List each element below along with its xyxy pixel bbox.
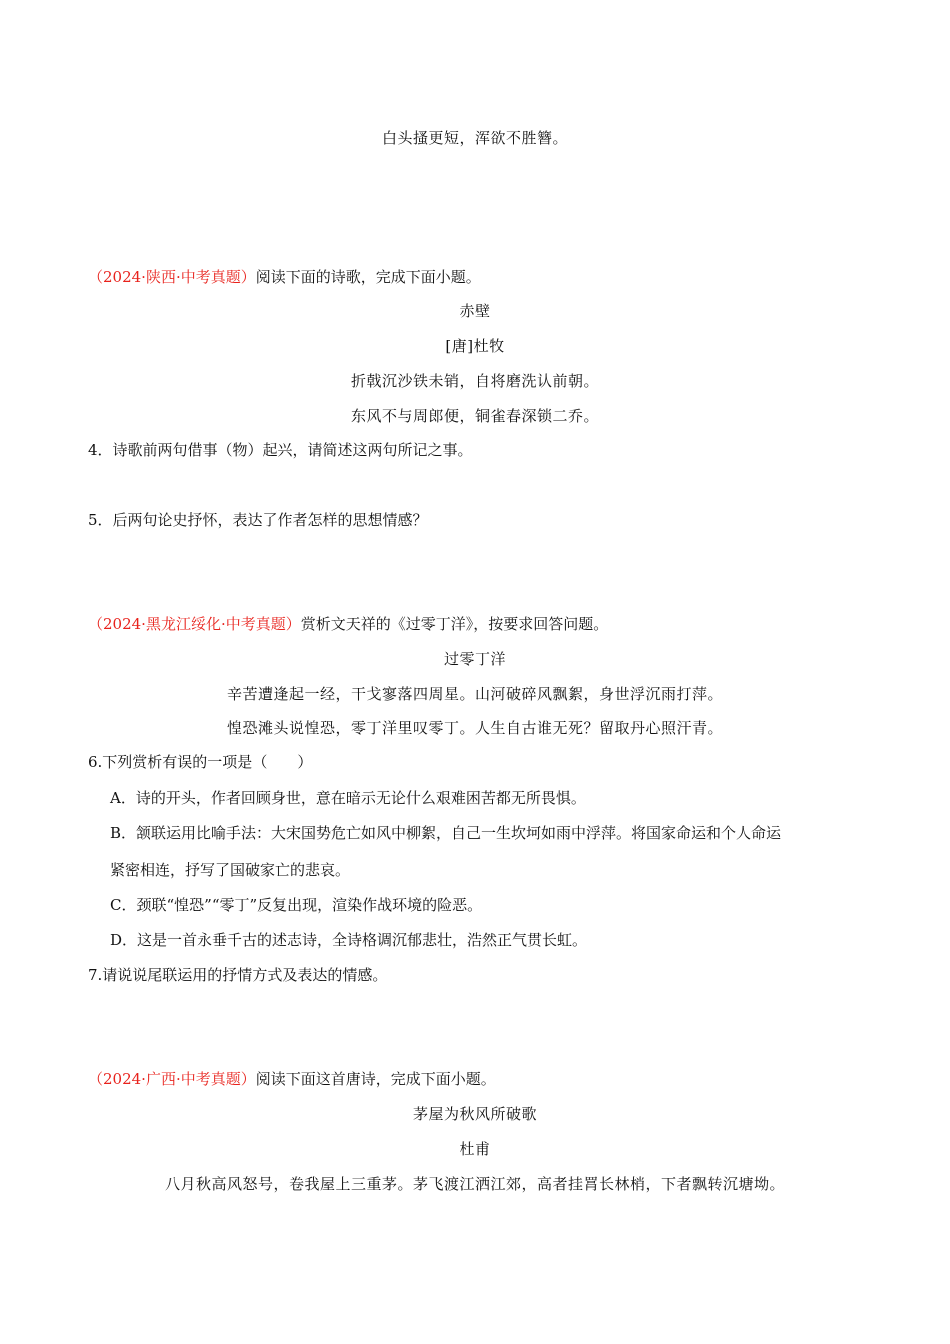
question-4: 4．诗歌前两句借事（物）起兴，请简述这两句所记之事。 [88, 441, 473, 459]
section-1-header [88, 267, 481, 287]
option-c: C．颈联“惶恐”“零丁”反复出现，渲染作战环境的险恶。 [110, 896, 483, 914]
instruction-text: 赏析文天祥的《过零丁洋》，按要求回答问题。 [300, 615, 609, 633]
source-tag: （2024·陕西·中考真题） [88, 268, 256, 286]
poem-line: 折戟沉沙铁未销，自将磨洗认前朝。 [350, 372, 599, 390]
poem-line: 白头搔更短，浑欲不胜簪。 [381, 129, 568, 147]
poem-author: [唐]杜牧 [445, 337, 505, 355]
section-2-header [88, 614, 608, 634]
poem-line: 惶恐滩头说惶恐，零丁洋里叹零丁。人生自古谁无死？留取丹心照汗青。 [226, 719, 723, 737]
poem-line: 东风不与周郎便，铜雀春深锁二乔。 [350, 407, 599, 425]
source-tag: （2024·黑龙江绥化·中考真题） [88, 615, 301, 633]
poem-author: 杜甫 [459, 1140, 491, 1158]
source-tag: （2024·广西·中考真题） [88, 1070, 256, 1088]
option-a: A．诗的开头，作者回顾身世，意在暗示无论什么艰难困苦都无所畏惧。 [110, 789, 586, 807]
question-7: 7.请说说尾联运用的抒情方式及表达的情感。 [88, 966, 388, 984]
section-3-header [88, 1069, 496, 1089]
option-b-continued: 紧密相连，抒写了国破家亡的悲哀。 [110, 861, 351, 879]
poem-title: 茅屋为秋风所破歌 [412, 1105, 537, 1123]
option-d: D．这是一首永垂千古的述志诗，全诗格调沉郁悲壮，浩然正气贯长虹。 [110, 931, 588, 949]
poem-title: 过零丁洋 [443, 650, 506, 668]
poem-line: 八月秋高风怒号，卷我屋上三重茅。茅飞渡江洒江郊，高者挂罥长林梢，下者飘转沉塘坳。 [164, 1175, 785, 1193]
poem-line: 辛苦遭逢起一经，干戈寥落四周星。山河破碎风飘絮，身世浮沉雨打萍。 [226, 685, 723, 703]
question-5: 5．后两句论史抒怀，表达了作者怎样的思想情感？ [88, 511, 428, 529]
poem-title: 赤壁 [459, 302, 491, 320]
question-6: 6.下列赏析有误的一项是（ ） [88, 753, 313, 771]
instruction-text: 阅读下面这首唐诗，完成下面小题。 [255, 1070, 496, 1088]
instruction-text: 阅读下面的诗歌，完成下面小题。 [255, 268, 481, 286]
option-b: B．颔联运用比喻手法：大宋国势危亡如风中柳絮，自己一生坎坷如雨中浮萍。将国家命运和个人命运 [110, 824, 782, 842]
